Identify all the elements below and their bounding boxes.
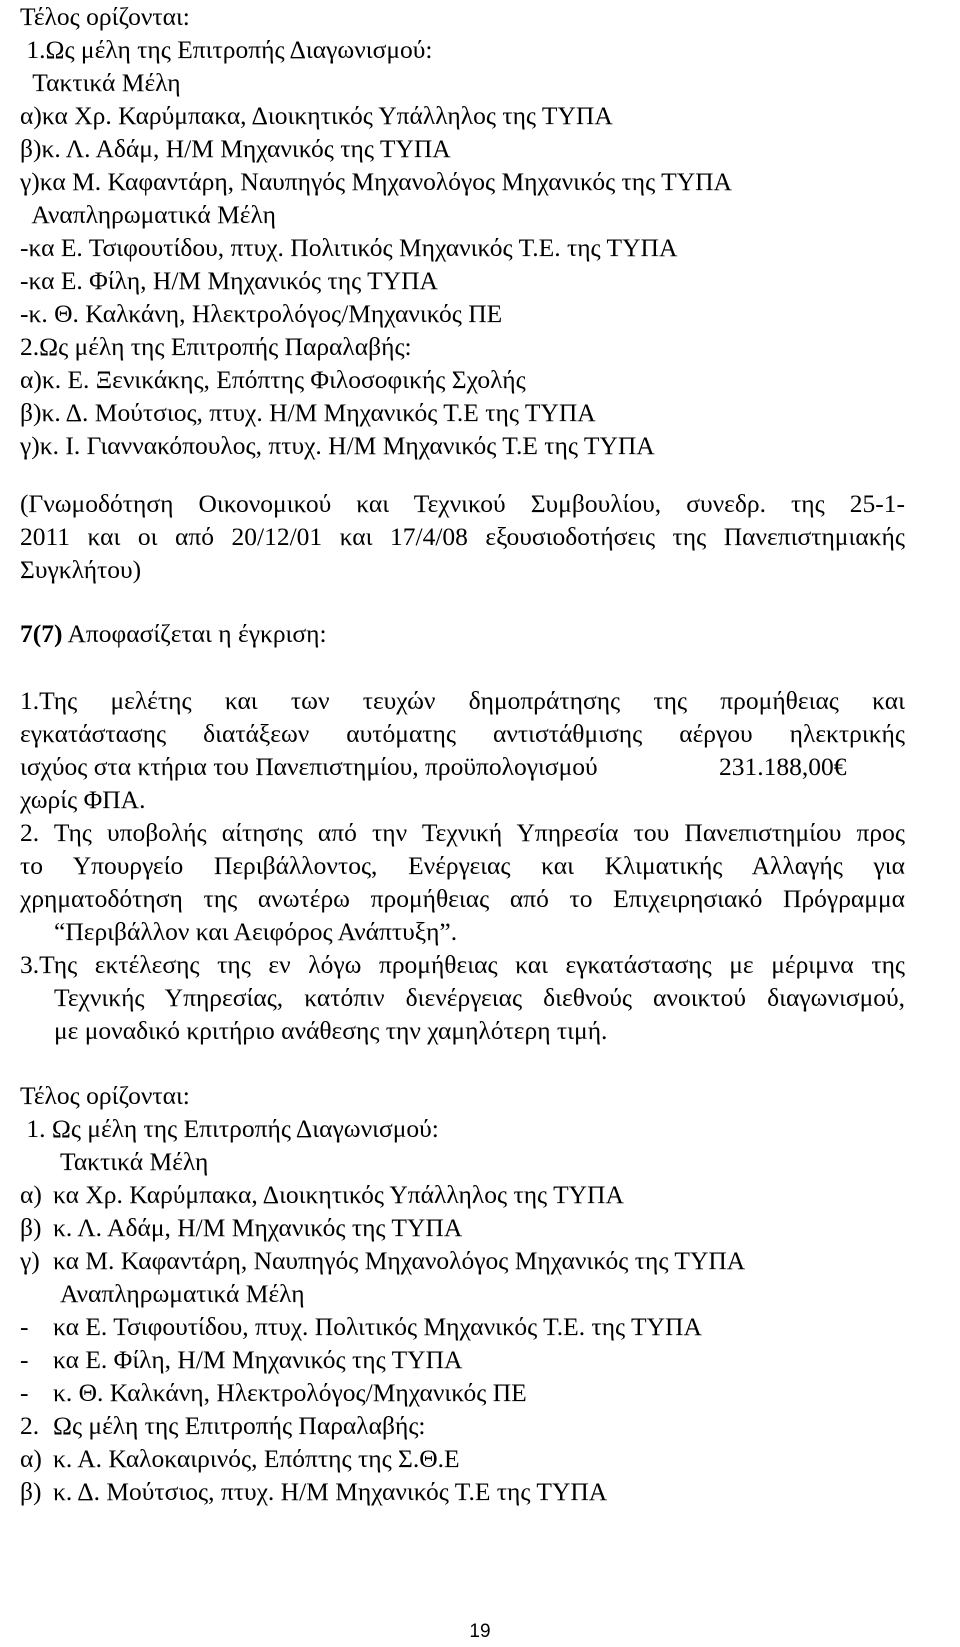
item3-line: με μοναδικό κριτήριο ανάθεσης την χαμηλότερη τιμή. xyxy=(54,1016,608,1045)
member-line: β)κ. Λ. Αδάμ, Η/Μ Μηχανικός της ΤΥΠΑ xyxy=(20,134,451,163)
regular-members-label: Τακτικά Μέλη xyxy=(60,1147,209,1176)
member-line: γ)κα Μ. Καφαντάρη, Ναυπηγός Μηχανολόγος Μηχανικός της ΤΥΠΑ xyxy=(20,167,732,196)
page-number: 19 xyxy=(469,1621,491,1642)
opinion-line: 2011 και οι από 20/12/01 και 17/4/08 εξουσιοδοτήσεις της Πανεπιστημιακής xyxy=(20,522,905,551)
item2-line: 2. Της υποβολής αίτησης από την Τεχνική Υπηρεσία του Πανεπιστημίου προς xyxy=(20,818,905,847)
alternate-line xyxy=(20,1310,702,1343)
member-line xyxy=(20,1244,745,1277)
decision-heading xyxy=(20,617,327,650)
regular-members-label: Τακτικά Μέλη xyxy=(20,68,181,97)
member-text: κ. Λ. Αδάμ, Η/Μ Μηχανικός της ΤΥΠΑ xyxy=(53,1213,463,1242)
list-marker: β) xyxy=(20,1477,42,1506)
opinion-line: Συγκλήτου) xyxy=(20,555,142,584)
list-marker: - xyxy=(20,1345,29,1374)
section-heading: Τέλος ορίζονται: xyxy=(20,2,190,31)
list-marker: - xyxy=(20,1312,29,1341)
alternate-members-label: Αναπληρωματικά Μέλη xyxy=(60,1279,305,1308)
section-heading: Τέλος ορίζονται: xyxy=(20,1081,190,1110)
list-marker: α) xyxy=(20,1444,42,1473)
alternate-line: -κα Ε. Τσιφουτίδου, πτυχ. Πολιτικός Μηχανικός Τ.Ε. της ΤΥΠΑ xyxy=(20,233,678,262)
item3-line: 3.Της εκτέλεσης της εν λόγω προμήθειας και εγκατάστασης με μέριμνα της xyxy=(20,950,905,979)
member-text: κα Μ. Καφαντάρη, Ναυπηγός Μηχανολόγος Μηχανικός της ΤΥΠΑ xyxy=(53,1246,746,1275)
alternate-text: κα Ε. Φίλη, Η/Μ Μηχανικός της ΤΥΠΑ xyxy=(53,1345,463,1374)
list-marker: - xyxy=(20,1378,29,1407)
item1-line: 1.Της μελέτης και των τευχών δημοπράτησης της προμήθειας και xyxy=(20,686,905,715)
member-line xyxy=(20,1211,462,1244)
decision-text: Αποφασίζεται η έγκριση: xyxy=(62,619,327,648)
committee-title: 2.Ως μέλη της Επιτροπής Παραλαβής: xyxy=(20,332,412,361)
alternate-text: κα Ε. Τσιφουτίδου, πτυχ. Πολιτικός Μηχανικός Τ.Ε. της ΤΥΠΑ xyxy=(53,1312,702,1341)
alternate-text: κ. Θ. Καλκάνη, Ηλεκτρολόγος/Μηχανικός ΠΕ xyxy=(53,1378,527,1407)
receipt-member-line: γ)κ. Ι. Γιαννακόπουλος, πτυχ. Η/Μ Μηχανικός Τ.Ε της ΤΥΠΑ xyxy=(20,431,655,460)
list-marker: β) xyxy=(20,1213,42,1242)
opinion-line: (Γνωμοδότηση Οικονομικού και Τεχνικού Συμβουλίου, συνεδρ. της 25-1- xyxy=(20,489,905,518)
receipt-member-line xyxy=(20,1475,607,1508)
receipt-member-line: β)κ. Δ. Μούτσιος, πτυχ. Η/Μ Μηχανικός Τ.Ε της ΤΥΠΑ xyxy=(20,398,596,427)
item2-line: “Περιβάλλον και Αειφόρος Ανάπτυξη”. xyxy=(54,917,458,946)
alternate-line xyxy=(20,1376,527,1409)
item1-line xyxy=(20,750,847,783)
item1-line: χωρίς ΦΠΑ. xyxy=(20,785,146,814)
item3-line: Τεχνικής Υπηρεσίας, κατόπιν διενέργειας διεθνούς ανοικτού διαγωνισμού, xyxy=(54,983,905,1012)
item1-text: ισχύος στα κτήρια του Πανεπιστημίου, προϋπολογισμού xyxy=(20,752,598,781)
alternate-line xyxy=(20,1343,462,1376)
alternate-members-label: Αναπληρωματικά Μέλη xyxy=(20,200,276,229)
committee-title: 1. Ως μέλη της Επιτροπής Διαγωνισμού: xyxy=(20,1114,439,1143)
receipt-member-text: κ. Α. Καλοκαιρινός, Επόπτης της Σ.Θ.Ε xyxy=(53,1444,460,1473)
list-marker: γ) xyxy=(20,1246,40,1275)
receipt-member-text: κ. Δ. Μούτσιος, πτυχ. Η/Μ Μηχανικός Τ.Ε της ΤΥΠΑ xyxy=(53,1477,608,1506)
alternate-line: -κ. Θ. Καλκάνη, Ηλεκτρολόγος/Μηχανικός ΠΕ xyxy=(20,299,503,328)
budget-amount: 231.188,00€ xyxy=(719,752,847,781)
item2-line: το Υπουργείο Περιβάλλοντος, Ενέργειας και Κλιματικής Αλλαγής για xyxy=(20,851,905,880)
list-marker: α) xyxy=(20,1180,42,1209)
document-page xyxy=(20,0,940,1647)
receipt-member-line xyxy=(20,1442,460,1475)
list-marker: 2. xyxy=(20,1411,40,1440)
receipt-member-line: α)κ. Ε. Ξενικάκης, Επόπτης Φιλοσοφικής Σχολής xyxy=(20,365,526,394)
committee-title-text: Ως μέλη της Επιτροπής Παραλαβής: xyxy=(53,1411,426,1440)
committee-title: 1.Ως μέλη της Επιτροπής Διαγωνισμού: xyxy=(20,35,433,64)
committee-title xyxy=(20,1409,426,1442)
member-text: κα Χρ. Καρύμπακα, Διοικητικός Υπάλληλος της ΤΥΠΑ xyxy=(53,1180,624,1209)
member-line xyxy=(20,1178,624,1211)
decision-number: 7(7) xyxy=(20,619,63,648)
alternate-line: -κα Ε. Φίλη, Η/Μ Μηχανικός της ΤΥΠΑ xyxy=(20,266,438,295)
item2-line: χρηματοδότηση της ανωτέρω προμήθειας από το Επιχειρησιακό Πρόγραμμα xyxy=(20,884,905,913)
member-line: α)κα Χρ. Καρύμπακα, Διοικητικός Υπάλληλος της ΤΥΠΑ xyxy=(20,101,613,130)
item1-line: εγκατάστασης διατάξεων αυτόματης αντιστάθμισης αέργου ηλεκτρικής xyxy=(20,719,905,748)
